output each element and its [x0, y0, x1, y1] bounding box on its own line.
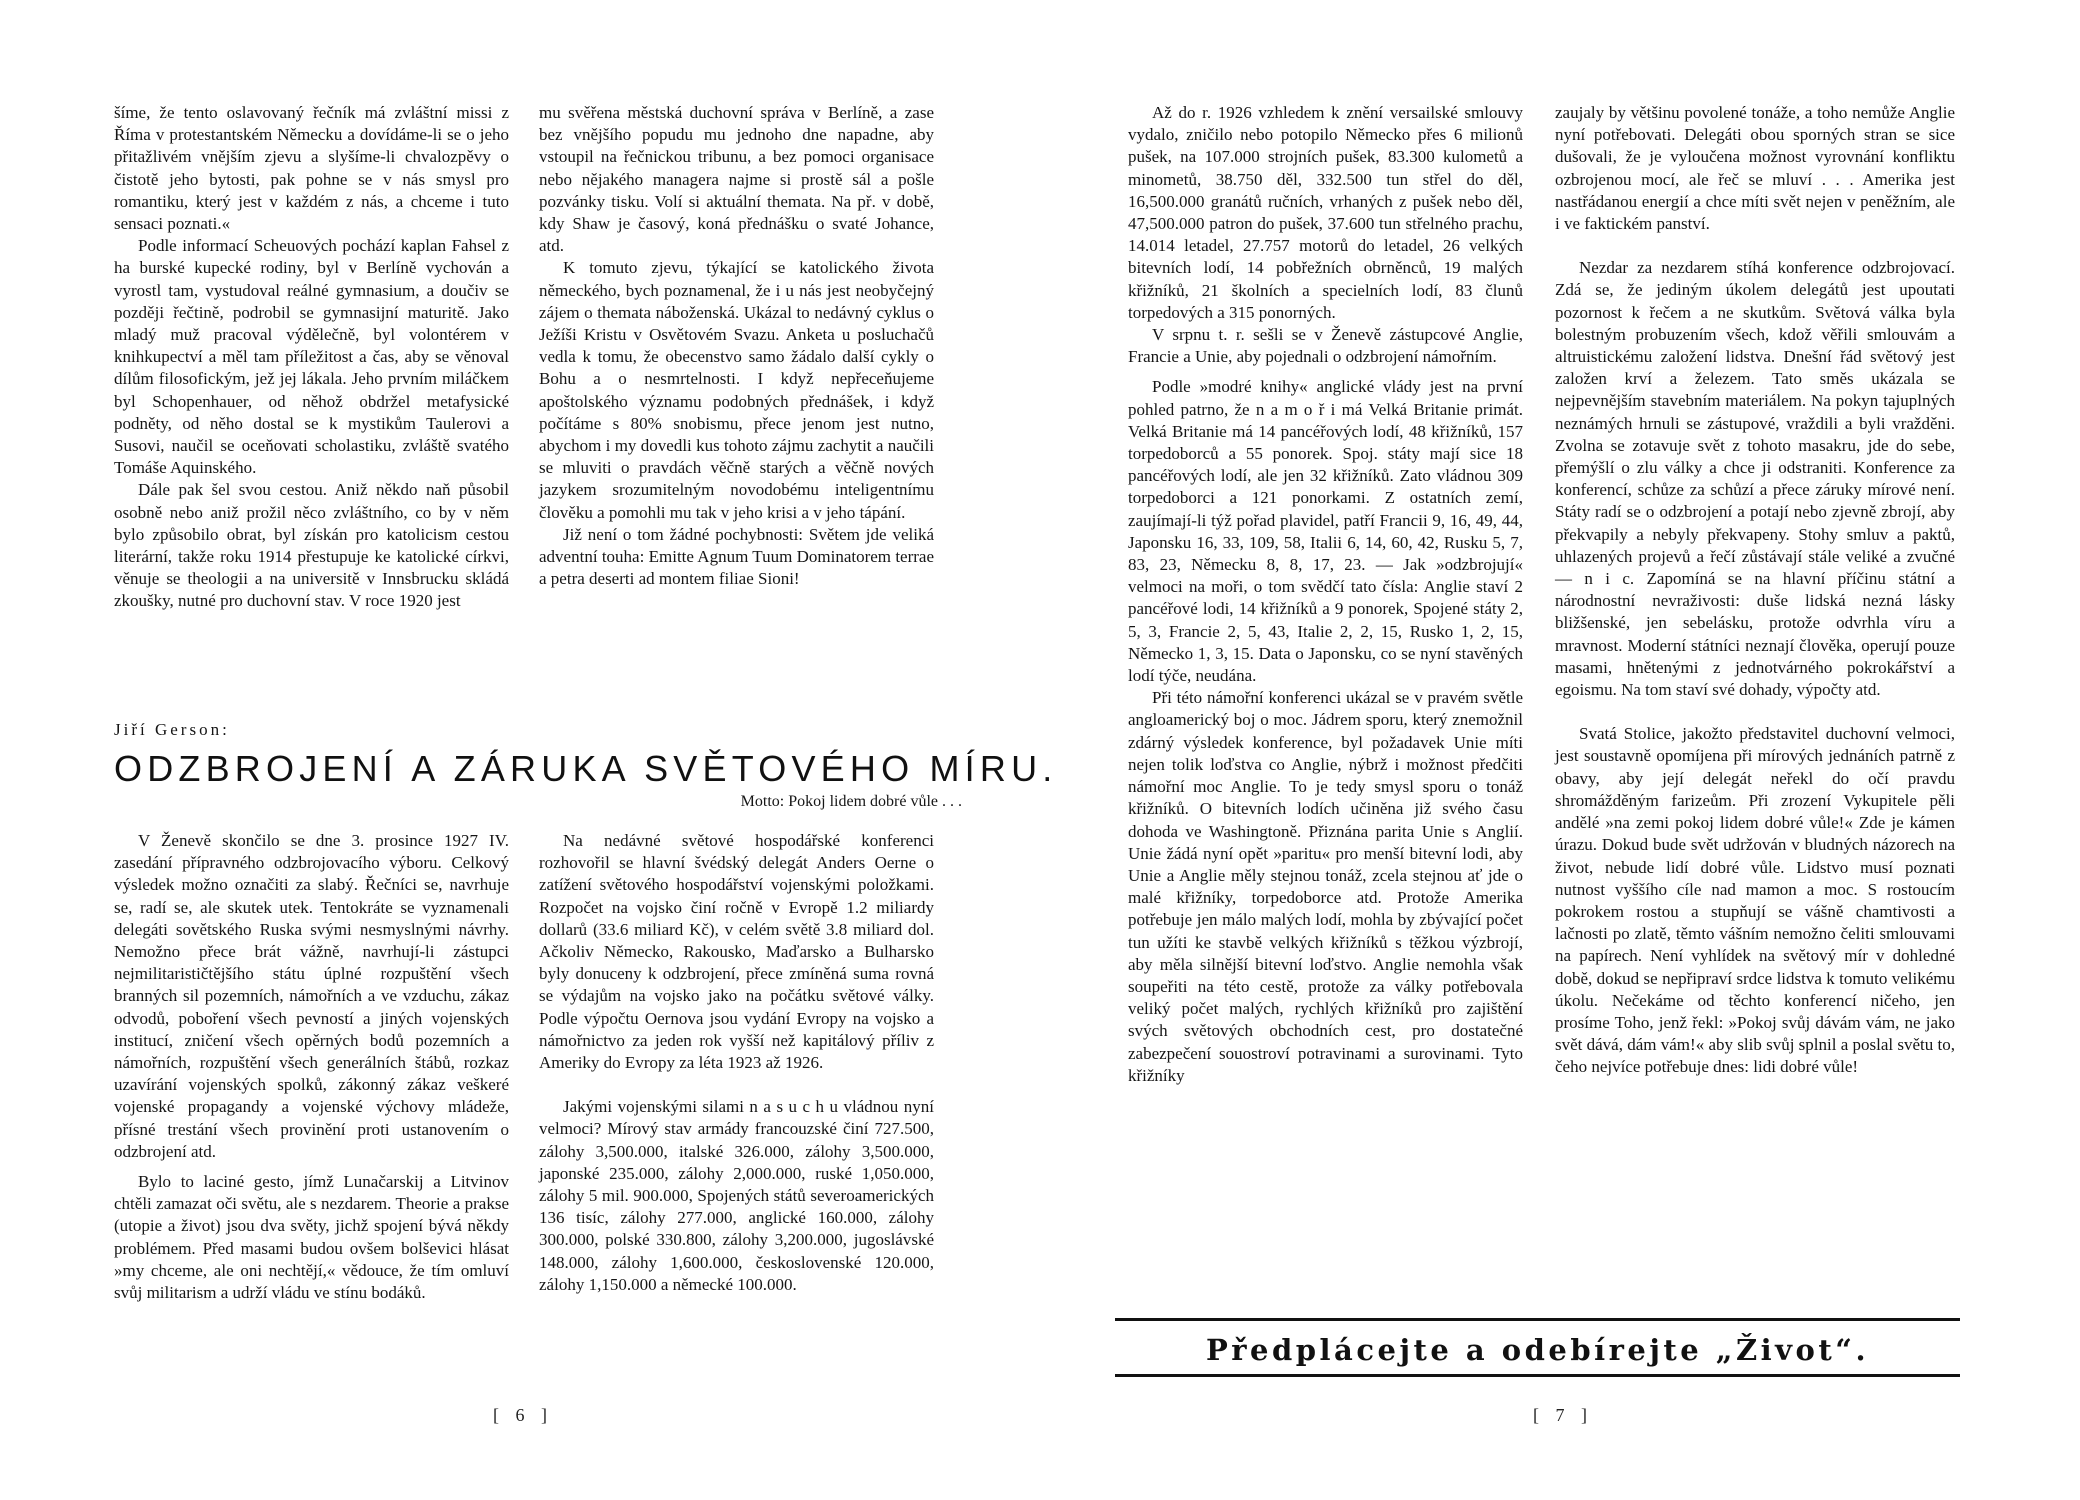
paragraph: K tomuto zjevu, týkající se katolického života německého, bych poznamenal, že i u nás jest neobyčejný zájem o themata náboženská. Ukázal to nedávný cyklus o Ježíši Kristu v Osvětovém Svazu. Anketa u posluchačů vedla k tomu, že obecenstvo samo žádalo další cykly o Bohu a o nesmrtelnosti. I když nepřeceňujeme apoštolského významu podobných přednášek, i když počítáme s 80% snobismu, přece jenom jest nutno, abychom i my dovedli kus tohoto zájmu zachytit a naučili se mluviti o pravdách věčně starých a věčně nových jazykem srozumitelným novodobému inteligentnímu člověku a pomohli mu tak v jeho krisi a v jeho tápání.: [539, 258, 934, 522]
page-number: [ 6 ]: [493, 1405, 553, 1425]
banner-rule-bottom: [1115, 1374, 1960, 1377]
subscription-banner: Předplácejte a odebírejte „Život“.: [1205, 1333, 1870, 1367]
article-title: ODZBROJENÍ A ZÁRUKA SVĚTOVÉHO MÍRU.: [114, 748, 1058, 789]
page-number: [ 7 ]: [1533, 1405, 1593, 1425]
banner-rule-top: [1115, 1318, 1960, 1321]
article-author: Jiří Gerson:: [114, 720, 230, 739]
paragraph: Až do r. 1926 vzhledem k znění versailské smlouvy vydalo, zničilo nebo potopilo Německo přes 6 milionů pušek, na 107.000 strojních pušek, 83.300 kulometů a minometů, 38.750 děl, 332.500 tun střel do děl, 16,500.000 granátů ručních, vrhaných z pušek nebo děl, 47,500.000 patron do pušek, 37.600 tun střelného prachu, 14.014 letadel, 27.757 motorů do letadel, 26 velkých bitevních lodí, 14 pobřežních obrněnců, 19 malých křižníků, 21 školních a specielních lodí, 83 člunů torpedových a 315 ponorných.: [1128, 103, 1523, 322]
right-column-2: [1555, 102, 1955, 1079]
paragraph: Podle »modré knihy« anglické vlády jest na první pohled patrno, že n a m o ř i má Velká Britanie primát. Velká Britanie má 14 pancéřových lodí, 48 křižníků, 157 torpedoborců a 55 ponorek. Spoj. státy mají sice 18 pancéřových lodí, ale jen 32 křižníků. Zato vládnou 309 torpedoborci a 121 ponorkami. Z ostatních zemí, zaujímají-li týž pořad plavidel, patří Francii 9, 16, 49, 44, Japonsku 16, 33, 109, 58, Italii 6, 14, 60, 42, Rusku 5, 7, 83, 23, Německu 8, 8, 17, 23. — Jak »odzbrojují« velmoci na moři, o tom svědčí tato čísla: Anglie staví 2 pancéřové lodi, 14 křižníků a 9 ponorek, Spojené státy 2, 5, 3, Francie 2, 5, 43, Italie 2, 2, 15, Rusko 1, 2, 15, Německo 1, 3, 15. Data o Japonsku, co se nyní stavěných lodí týče, neudána.: [1128, 377, 1523, 686]
paragraph: Nezdar za nezdarem stíhá konference odzbrojovací. Zdá se, že jediným úkolem delegátů jest upoutati pozornost k řečem a ne skutkům. Světová válka byla bolestným probuzením všech, kdož věřili smlouvám a altruistickému založení lidstva. Dnešní řád světový jest založen krví a železem. Tato směs ukázala se nejpevnějším stavebním materiálem. Na pokyn tajuplných neznámých hrnuli se zástupové, vraždili a byli vražděni. Zvolna se zotavuje svět z tohoto masakru, jde do sebe, přemýšlí o zlu války a chce ji odstraniti. Konference za konferencí, schůze za schůzí a přece záruky mírové není. Státy radí se o odzbrojení a potají nebo zjevně zbrojí, aby překvapily a nebyly překvapeny. Stohy smluv a paktů, uhlazených projevů a řečí zůstávají stále veliké a zvučné — n i c. Zapomíná se na hlavní příčinu státní a národnostní nevraživosti: duše lidská nezná lásky bližšenské, jen sebelásku, protože odvrhla víru a mravnost. Moderní státníci neznají člověka, operují pouze masami, hnětenými z jednotvárného pokrokářství a egoismu. Na tom staví své dohady, výpočty atd.: [1555, 258, 1955, 700]
paragraph: mu svěřena městská duchovní správa v Berlíně, a zase bez vnějšího popudu mu jednoho dne napadne, aby vstoupil na řečnickou tribunu, a bez pomoci organisace nebo nějakého managera najme si prostě sál a pošle pozvánky tisku. Volí si aktuální themata. Na př. v době, kdy Shaw je časový, koná přednášku o svaté Johance, atd.: [539, 103, 934, 256]
paragraph: Dále pak šel svou cestou. Aniž někdo naň působil osobně nebo aniž prožil něco zvláštního, co by v něm bylo způsobilo obrat, byl získán pro katolicism cestou literární, takže roku 1914 přestupuje ke katolické církvi, věnuje se theologii a na universitě v Innsbrucku skládá zkoušky, nutné pro duchovní stav. V roce 1920 jest: [114, 480, 509, 611]
paragraph: šíme, že tento oslavovaný řečník má zvláštní missi z Říma v protestantském Německu a dovídáme-li se o jeho přitažlivém vnějším zjevu a slyšíme-li chvalozpěvy o čistotě jeho bytosti, pak pohne se v nás smysl pro romantiku, který jest v každém z nás, a chceme i tuto sensaci poznati.«: [114, 103, 509, 234]
left-top-column-1: [114, 102, 509, 613]
paragraph: Při této námořní konferenci ukázal se v pravém světle angloamerický boj o moc. Jádrem sporu, který znemožnil zdárný výsledek konference, byl požadavek Unie míti nejen tolik loďstva co Anglie, nýbrž i možnost předčiti námořní moc Anglie. To je tedy smysl sporu o tonáž křižníků. O bitevních lodích učiněna již svého času dohoda ve Washingtoně. Přiznána parita Unie s Anglií. Unie žádá nyní opět »paritu« pro menší bitevní lodi, aby Unie a Anglie měly stejnou tonáž, zcela stejnou ať jde o malé křižníky, torpedoborce atd. Protože Amerika potřebuje jen málo malých lodí, mohla by zbývající počet tun užíti ke stavbě velkých křižníků s těžkou výzbrojí, aby měla silnější bitevní loďstvo. Anglie nemohla však soupeřiti na této cestě, protože za války potřebovala veliký počet malých, rychlých křižníků pro zajištění svých světových obchodních cest, pro dostatečné zabezpečení souostroví potravinami a surovinami. Tyto křižníky: [1128, 688, 1523, 1085]
left-top-column-2: [539, 102, 934, 590]
paragraph: Na nedávné světové hospodářské konferenci rozhovořil se hlavní švédský delegát Anders Oerne o zatížení světového hospodářství vojenskými položkami. Rozpočet na vojsko činí ročně v Evropě 1.2 miliardy dollarů (33.6 miliard Kč), v celém světě 3.8 miliard dol. Ačkoliv Německo, Rakousko, Maďarsko a Bulharsko byly donuceny k odzbrojení, přece zmíněná suma rovná se výdajům na vojsko jako na počátku světové války. Podle výpočtu Oernova jsou vydání Evropy na vojsko a námořnictvo za jeden rok vyšší než kapitálový příliv z Ameriky do Evropy za léta 1923 až 1926.: [539, 831, 934, 1073]
right-column-1: [1128, 102, 1523, 1087]
paragraph: Již není o tom žádné pochybnosti: Světem jde veliká adventní touha: Emitte Agnum Tuum Dominatorem terrae a petra deserti ad montem filiae Sioni!: [539, 524, 934, 589]
paragraph: Podle informací Scheuových pochází kaplan Fahsel z ha burské kupecké rodiny, byl v Berlíně vychován a vyrostl tam, vystudoval reálné gymnasium, a doučiv se později řečtině, podrobil se gymnasijní maturitě. Jako mladý muž pracoval výdělečně, byl volontérem v knihkupectví a měl tam příležitost a čas, aby se věnoval dílům filosofickým, jež jej lákala. Jeho prvním miláčkem byl Schopenhauer, od něhož obdržel metafysické podněty, od něho dostal se k mystikům Taulerovi a Susovi, naučil se oceňovati scholastiku, zvláště svatého Tomáše Aquinského.: [114, 236, 509, 478]
article-column-2: [539, 830, 934, 1296]
article-column-1: [114, 830, 509, 1304]
paragraph: V srpnu t. r. sešli se v Ženevě zástupcové Anglie, Francie a Unie, aby pojednali o odzbrojení námořním.: [1128, 325, 1523, 367]
paragraph: zaujaly by většinu povolené tonáže, a toho nemůže Anglie nyní potřebovati. Delegáti obou sporných stran se sice dušovali, že je vyloučena možnost vyrovnání konfliktu ozbrojenou mocí, ale řeč se mluví . . . Amerika jest nastřádanou energií a chce míti svět nejen v peněžním, ale i ve faktickém panství.: [1555, 103, 1955, 234]
paragraph: Svatá Stolice, jakožto představitel duchovní velmoci, jest soustavně opomíjena při mírových jednáních patrně z obavy, aby její delegát neřekl do očí pravdu shromážděným farizeům. Při zrození Vykupitele pěli andělé »na zemi pokoj lidem dobré vůle!« Zde je kámen úrazu. Dokud bude svět udržován v bludných názorech na život, nebude lidí dobré vůle. Lidstvo musí poznati nutnost vyššího cíle nad mamon a moc. S rostoucím pokrokem rostou a stupňují se vášně chamtivosti a lačnosti po zlatě, těmto vášním nemožno čeliti smlouvami na papírech. Není vyhlídek na světový mír v dohledné době, dokud se nepřipraví srdce lidstva k tomuto velikému úkolu. Nečekáme od těchto konferencí ničeho, jen prosíme Toho, jenž řekl: »Pokoj svůj dávám vám, ne jako svět dává, dám vám!« aby slib svůj splnil a poslal světu to, čeho nejvíce potřebuje dnes: lidi dobré vůle!: [1555, 724, 1955, 1077]
right-page: [1040, 0, 2080, 1500]
paragraph: V Ženevě skončilo se dne 3. prosince 1927 IV. zasedání přípravného odzbrojovacího výboru. Celkový výsledek možno označiti za slabý. Řečníci se, navrhuje se, radí se, ale skutek utek. Tentokráte se vyznamenali delegáti sovětského Ruska svými nesmyslnými návrhy. Nemožno přece brát vážně, navrhují-li zástupci nejmilitarističtějšího státu úplné rozpuštění všech branných sil pozemních, námořních a ve vzduchu, zákaz odvodů, poboření všech pevností a jiných vojenských institucí, zničení všech opěrných bodů pozemních a námořních, rozpuštění všech generálních štábů, rozkaz uzavírání vojenských spolků, zákonný zákaz veškeré vojenské propagandy a vojenské výchovy mládeže, přísné trestání všech provinění proti ustanovením o odzbrojení atd.: [114, 831, 509, 1161]
paragraph: Jakými vojenskými silami n a s u c h u vládnou nyní velmoci? Mírový stav armády francouzské činí 727.500, zálohy 3,500.000, italské 326.000, zálohy 3,500.000, japonské 235.000, zálohy 2,000.000, ruské 1,050.000, zálohy 5 mil. 900.000, Spojených států severoamerických 136 tisíc, zálohy 277.000, anglické 160.000, zálohy 300.000, polské 330.800, zálohy 3,200.000, jugoslávské 148.000, zálohy 1,600.000, československé 120.000, zálohy 1,150.000 a německé 100.000.: [539, 1097, 934, 1294]
paragraph: Bylo to laciné gesto, jímž Lunačarskij a Litvinov chtěli zamazat oči světu, ale s nezdarem. Theorie a prakse (utopie a život) jsou dva světy, jichž spojení bývá někdy problémem. Před masami budou ovšem bolševici hlásat »my chceme, ale oni nechtějí,« vědouce, že tím omluví svůj militarism a udrží vládu ve stínu bodáků.: [114, 1172, 509, 1303]
article-motto: Motto: Pokoj lidem dobré vůle . . .: [740, 793, 962, 810]
